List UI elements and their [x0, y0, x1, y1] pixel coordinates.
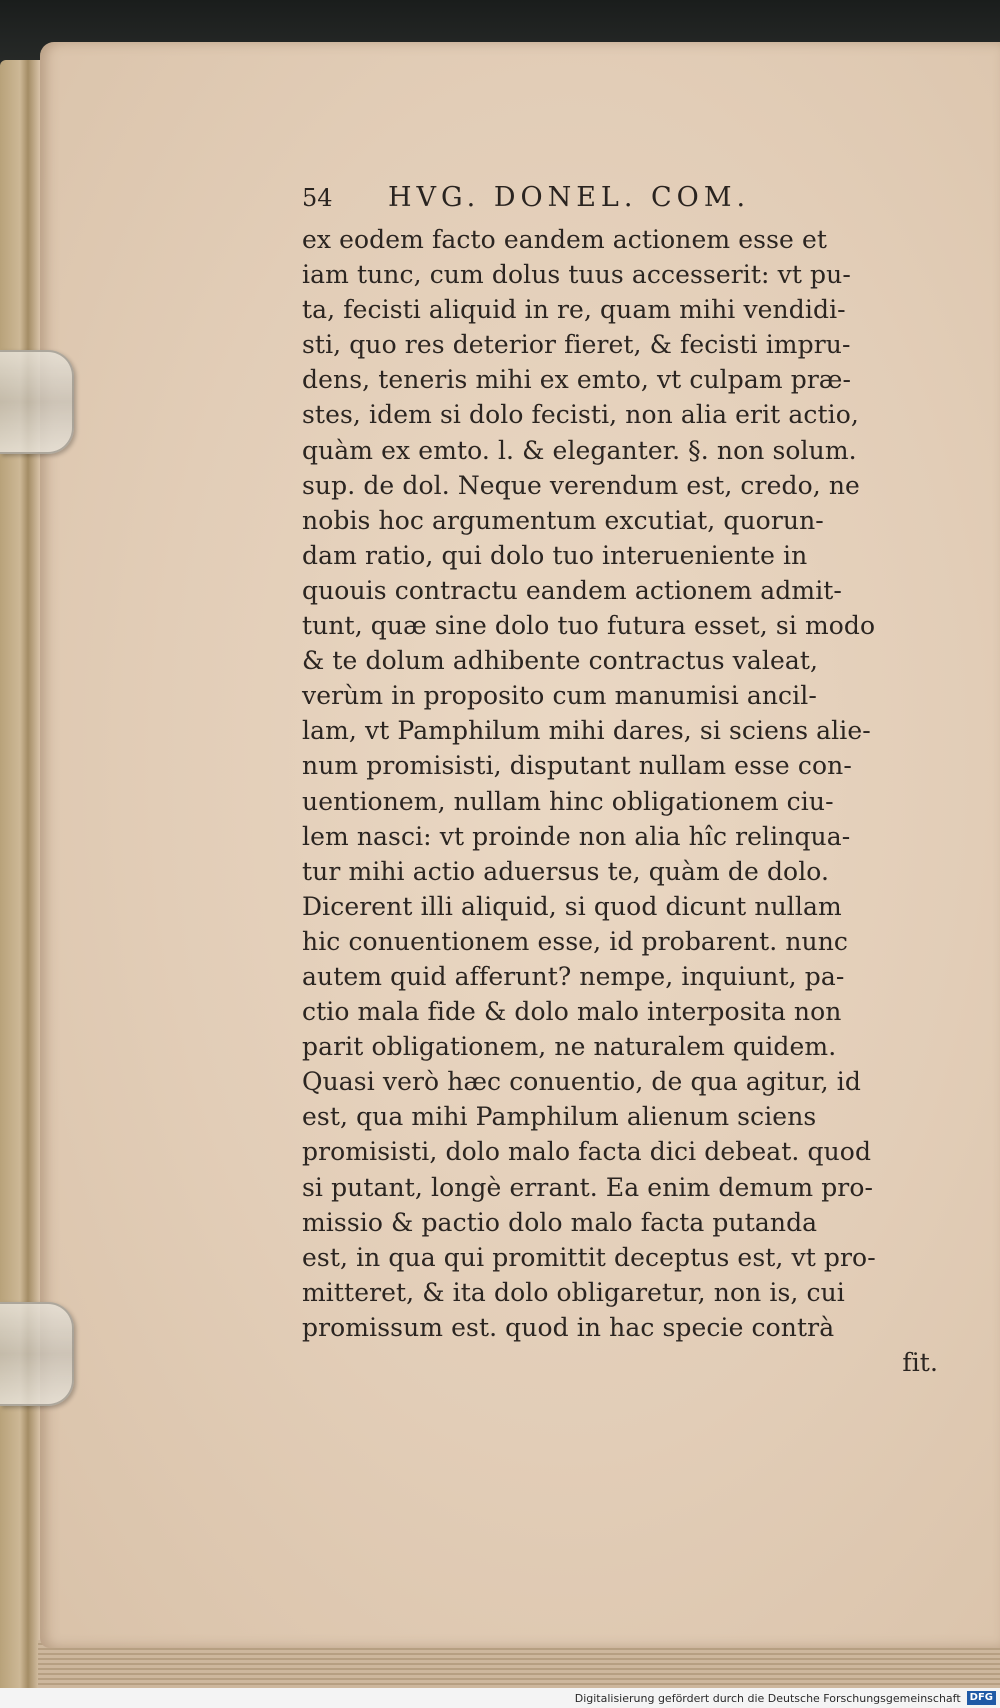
- book-page: [40, 42, 1000, 1648]
- text-line: sti, quo res deterior fieret, & fecisti impru-: [302, 330, 851, 360]
- text-line: sup. de dol. Neque verendum est, credo, ne: [302, 470, 860, 500]
- text-line: autem quid afferunt? nempe, inquiunt, pa-: [302, 961, 845, 991]
- text-line: hic conuentionem esse, id probarent. nunc: [302, 926, 849, 956]
- text-line: & te dolum adhibente contractus valeat,: [302, 646, 819, 676]
- text-line: ex eodem facto eandem actionem esse et: [302, 225, 827, 254]
- text-line: dam ratio, qui dolo tuo interueniente in: [302, 540, 808, 570]
- text-line: uentionem, nullam hinc obligationem ciu-: [302, 786, 834, 816]
- text-line: Quasi verò hæc conuentio, de qua agitur, id: [302, 1067, 861, 1097]
- text-line: ta, fecisti aliquid in re, quam mihi vendidi-: [302, 295, 846, 325]
- text-line: verùm in proposito cum manumisi ancil-: [302, 681, 817, 711]
- page-number: 54: [302, 184, 333, 212]
- text-line: est, qua mihi Pamphilum alienum sciens: [302, 1102, 817, 1132]
- text-line: est, in qua qui promittit deceptus est, vt pro-: [302, 1242, 876, 1272]
- text-line: missio & pactio dolo malo facta putanda: [302, 1207, 818, 1237]
- text-line: lam, vt Pamphilum mihi dares, si sciens alie-: [302, 716, 871, 746]
- text-line: nobis hoc argumentum excutiat, quorun-: [302, 505, 824, 535]
- text-line: tunt, quæ sine dolo tuo futura esset, si modo: [302, 611, 876, 641]
- book-clip-bottom: [0, 1302, 74, 1406]
- text-line: quouis contractu eandem actionem admit-: [302, 575, 842, 605]
- running-head: [302, 182, 1000, 222]
- page-content: [302, 182, 1000, 1380]
- dfg-logo: DFG: [967, 1691, 996, 1705]
- running-head-title: HVG. DONEL. COM.: [388, 182, 751, 213]
- text-line: stes, idem si dolo fecisti, non alia erit actio,: [302, 400, 859, 430]
- footer-bar: [0, 1688, 1000, 1708]
- text-block: [302, 222, 1000, 1380]
- text-line: parit obligationem, ne naturalem quidem.: [302, 1032, 837, 1062]
- text-line: num promisisti, disputant nullam esse con-: [302, 751, 852, 781]
- text-line: lem nasci: vt proinde non alia hîc relinqua-: [302, 821, 851, 851]
- book-clip-top: [0, 350, 74, 454]
- text-line: iam tunc, cum dolus tuus accesserit: vt pu-: [302, 260, 851, 290]
- text-line: promisisti, dolo malo facta dici debeat. quod: [302, 1137, 872, 1167]
- text-line: mitteret, & ita dolo obligaretur, non is, cui: [302, 1277, 845, 1307]
- text-line: ctio mala fide & dolo malo interposita non: [302, 997, 842, 1027]
- text-line: tur mihi actio aduersus te, quàm de dolo.: [302, 856, 830, 886]
- text-line: si putant, longè errant. Ea enim demum pro-: [302, 1172, 874, 1202]
- text-line: promissum est. quod in hac specie contrà: [302, 1312, 835, 1342]
- text-line: quàm ex emto. l. & eleganter. §. non solum.: [302, 435, 857, 465]
- catchword: fit.: [902, 1348, 938, 1377]
- text-line: dens, teneris mihi ex emto, vt culpam præ-: [302, 365, 852, 395]
- footer-credit: Digitalisierung gefördert durch die Deutsche Forschungsgemeinschaft: [574, 1691, 961, 1705]
- text-line: Dicerent illi aliquid, si quod dicunt nullam: [302, 891, 842, 921]
